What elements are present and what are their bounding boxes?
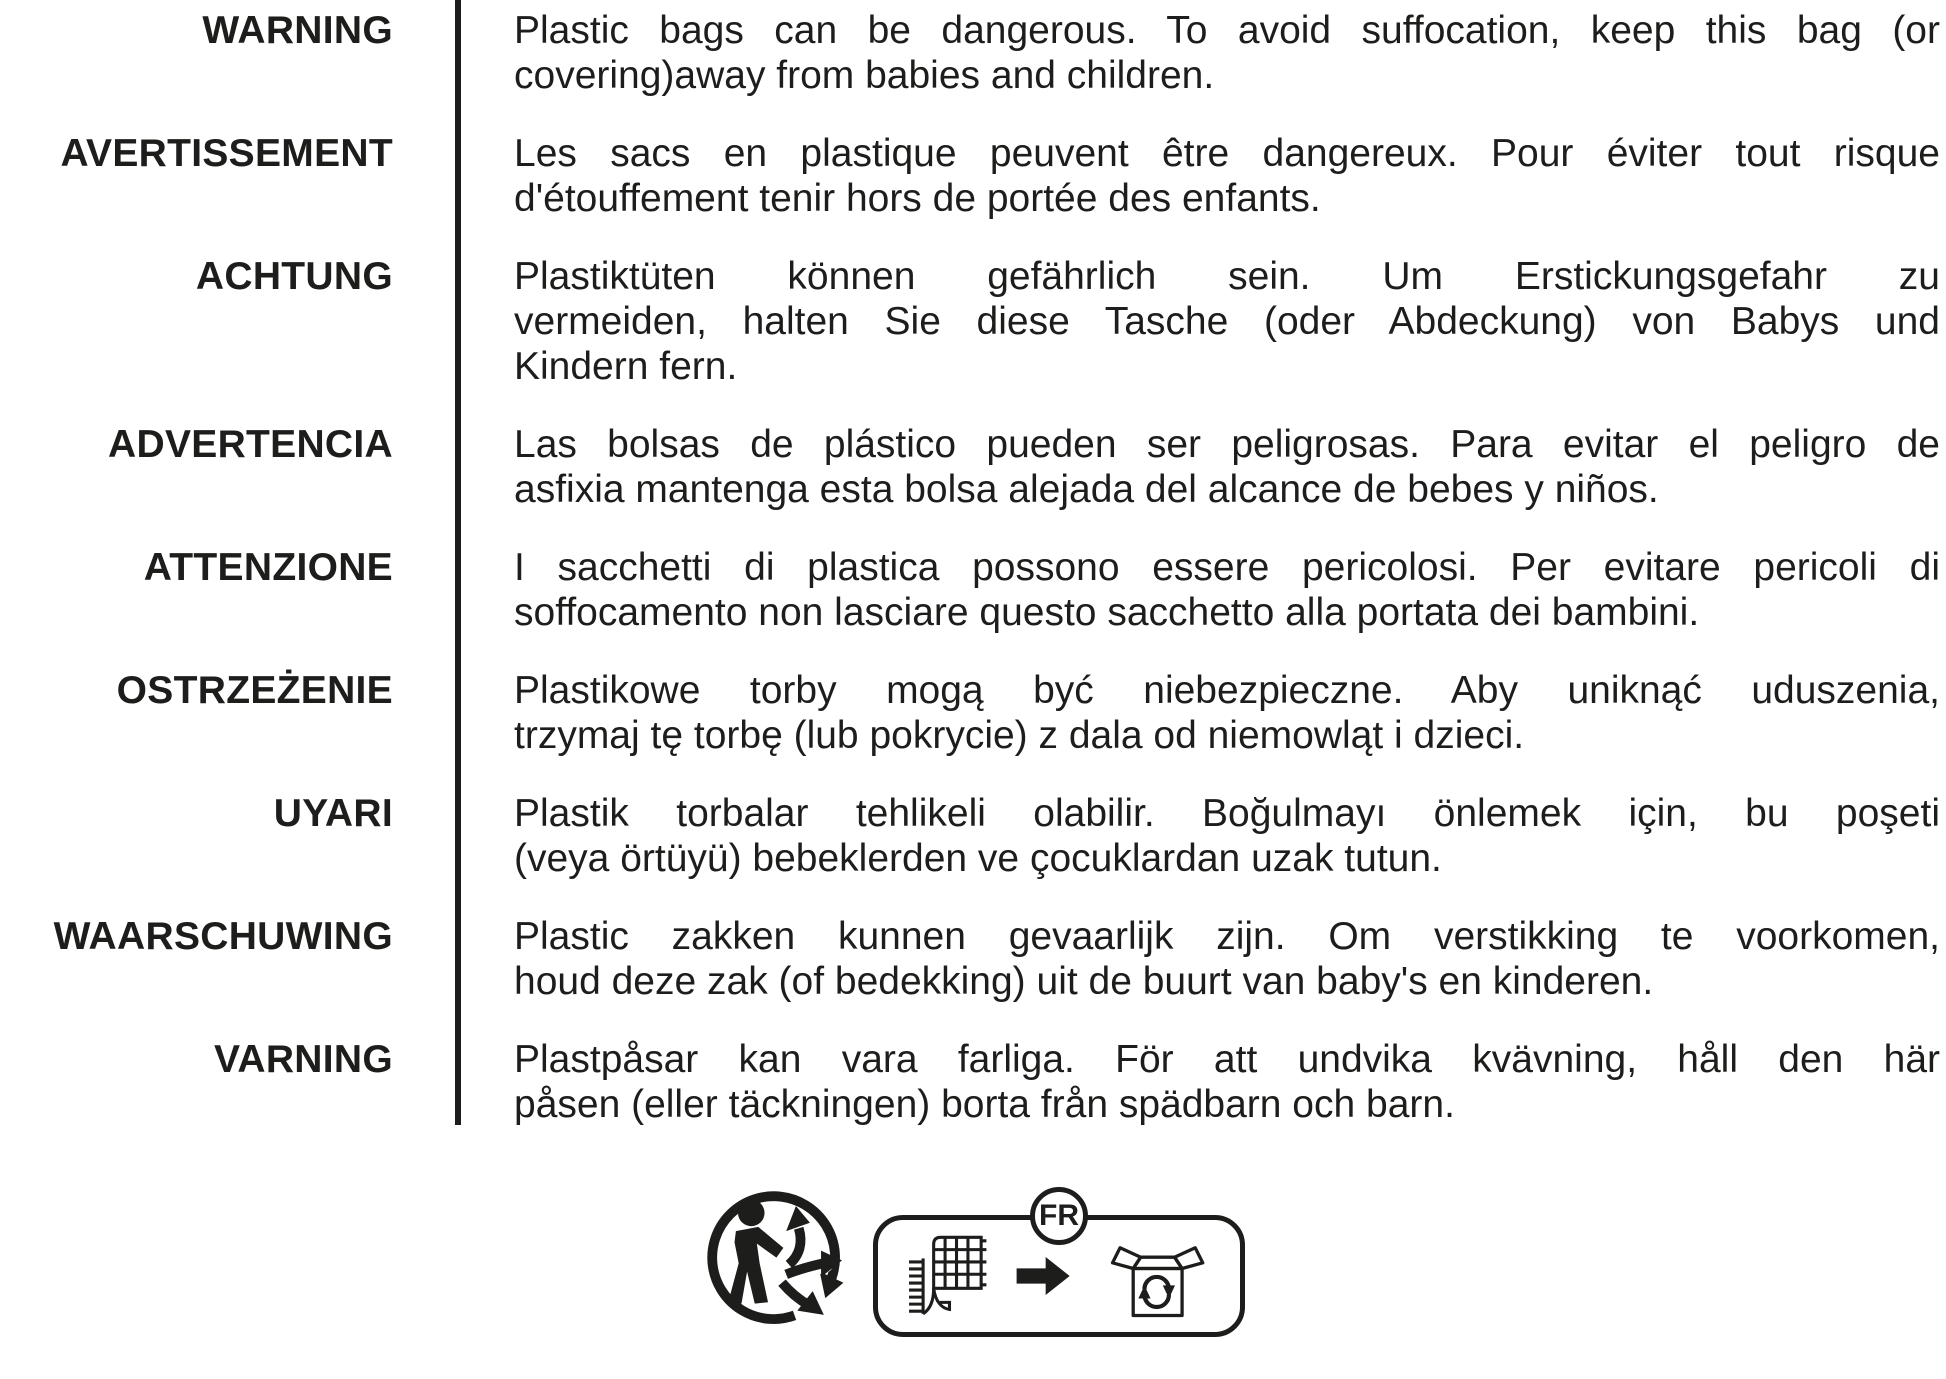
arrow-right-icon — [1016, 1252, 1073, 1300]
warning-section-italian — [0, 545, 1946, 635]
column-divider — [455, 0, 461, 1125]
warning-label-swedish: VARNING — [213, 1038, 393, 1081]
warning-text-spanish: Las bolsas de plástico pueden ser peligrosas. Para evitar el peligro de asfixia mantenga esta bolsa alejada del alcance de bebes y niños. — [514, 423, 1940, 511]
warning-text-english: Plastic bags can be dangerous. To avoid suffocation, keep this bag (or covering)away from babies and children. — [514, 9, 1940, 97]
warning-text-turkish: Plastik torbalar tehlikeli olabilir. Boğulmayı önlemek için, bu poşeti (veya örtüyü) bebeklerden ve çocuklardan uzak tutun. — [514, 792, 1940, 880]
warning-text-italian: I sacchetti di plastica possono essere pericolosi. Per evitare pericoli di soffocamento non lasciare questo sacchetto alla portata dei bambini. — [514, 546, 1940, 634]
warning-section-french — [0, 131, 1946, 221]
warning-section-turkish — [0, 791, 1946, 881]
warning-label-french: AVERTISSEMENT — [60, 132, 393, 175]
warning-text-polish: Plastikowe torby mogą być niebezpieczne. Aby uniknąć uduszenia, trzymaj tę torbę (lub pokrycie) z dala od niemowląt i dzieci. — [514, 669, 1940, 757]
warning-section-english — [0, 8, 1946, 98]
warning-text-dutch: Plastic zakken kunnen gevaarlijk zijn. Om verstikking te voorkomen, houd deze zak (of bedekking) uit de buurt van baby's en kinderen. — [514, 915, 1940, 1003]
warning-section-german — [0, 254, 1946, 389]
warning-text-german: Plastiktüten können gefährlich sein. Um Erstickungsgefahr zu vermeiden, halten Sie diese Tasche (oder Abdeckung) von Babys und Kindern fern. — [514, 255, 1940, 388]
fr-badge-label: FR — [1039, 1199, 1079, 1232]
fr-country-badge — [1030, 1187, 1088, 1245]
triman-recycling-icon — [701, 1185, 849, 1333]
warning-text-french: Les sacs en plastique peuvent être dangereux. Pour éviter tout risque d'étouffement tenir hors de portée des enfants. — [514, 132, 1940, 220]
warning-label-italian: ATTENZIONE — [143, 546, 393, 589]
warning-section-dutch — [0, 914, 1946, 1004]
warning-section-polish — [0, 668, 1946, 758]
warning-label-german: ACHTUNG — [195, 255, 393, 298]
textile-product-icon — [902, 1228, 990, 1324]
warning-text-swedish: Plastpåsar kan vara farliga. För att undvika kvävning, håll den här påsen (eller täckningen) borta från spädbarn och barn. — [514, 1038, 1940, 1126]
warning-label-polish: OSTRZEŻENIE — [116, 669, 393, 712]
recycle-sorting-box-icon — [1099, 1229, 1216, 1323]
warning-section-spanish — [0, 422, 1946, 512]
warning-label-spanish: ADVERTENCIA — [108, 423, 393, 466]
warning-section-swedish — [0, 1037, 1946, 1127]
sorting-instruction-panel — [873, 1199, 1245, 1337]
warning-label-turkish: UYARI — [273, 792, 393, 835]
recycling-footer — [0, 1185, 1946, 1337]
warning-label-dutch: WAARSCHUWING — [53, 915, 393, 958]
warning-label-english: WARNING — [202, 9, 393, 52]
